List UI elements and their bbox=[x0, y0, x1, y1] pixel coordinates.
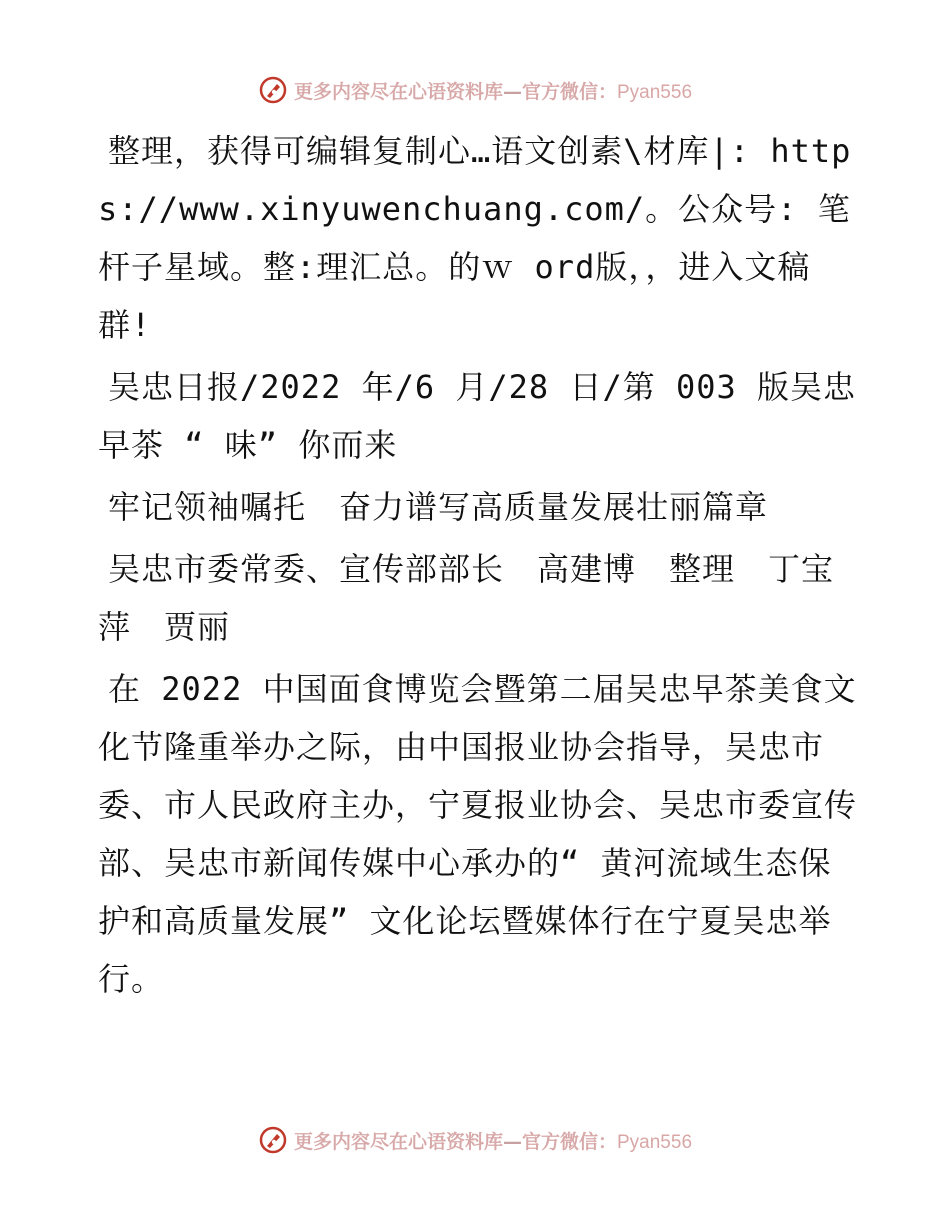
watermark-text: 更多内容尽在心语资料库—官方微信：Pyan556 bbox=[293, 1130, 693, 1153]
pen-logo-icon bbox=[258, 75, 288, 105]
article-title: 牢记领袖嘱托 奋力谱写高质量发展壮丽篇章 bbox=[108, 488, 769, 526]
document-body bbox=[98, 122, 858, 1012]
paragraph-source-note: 整理，获得可编辑复制心…语文创素\材库|: https://www.xinyuwenchuang.com/。公众号: 笔杆子星域。整:理汇总。的ｗ ord版，，进入文稿群! bbox=[98, 132, 852, 344]
watermark-text: 更多内容尽在心语资料库—官方微信：Pyan556 bbox=[293, 80, 693, 103]
header-watermark bbox=[0, 70, 950, 110]
pen-logo-icon bbox=[258, 1125, 288, 1155]
paragraph-dateline: 吴忠日报/2022 年/6 月/28 日/第 003 版吴忠早茶 “ 味” 你而来 bbox=[98, 368, 857, 464]
footer-watermark bbox=[0, 1120, 950, 1160]
article-byline: 吴忠市委常委、宣传部部长 高建博 整理 丁宝萍 贾丽 bbox=[98, 550, 835, 646]
paragraph-body: 在 2022 中国面食博览会暨第二届吴忠早茶美食文化节隆重举办之际，由中国报业协会指导，吴忠市委、市人民政府主办，宁夏报业协会、吴忠市委宣传部、吴忠市新闻传媒中心承办的“ 黄河流域生态保护和高质量发展” 文化论坛暨媒体行在宁夏吴忠举行。 bbox=[98, 670, 858, 998]
